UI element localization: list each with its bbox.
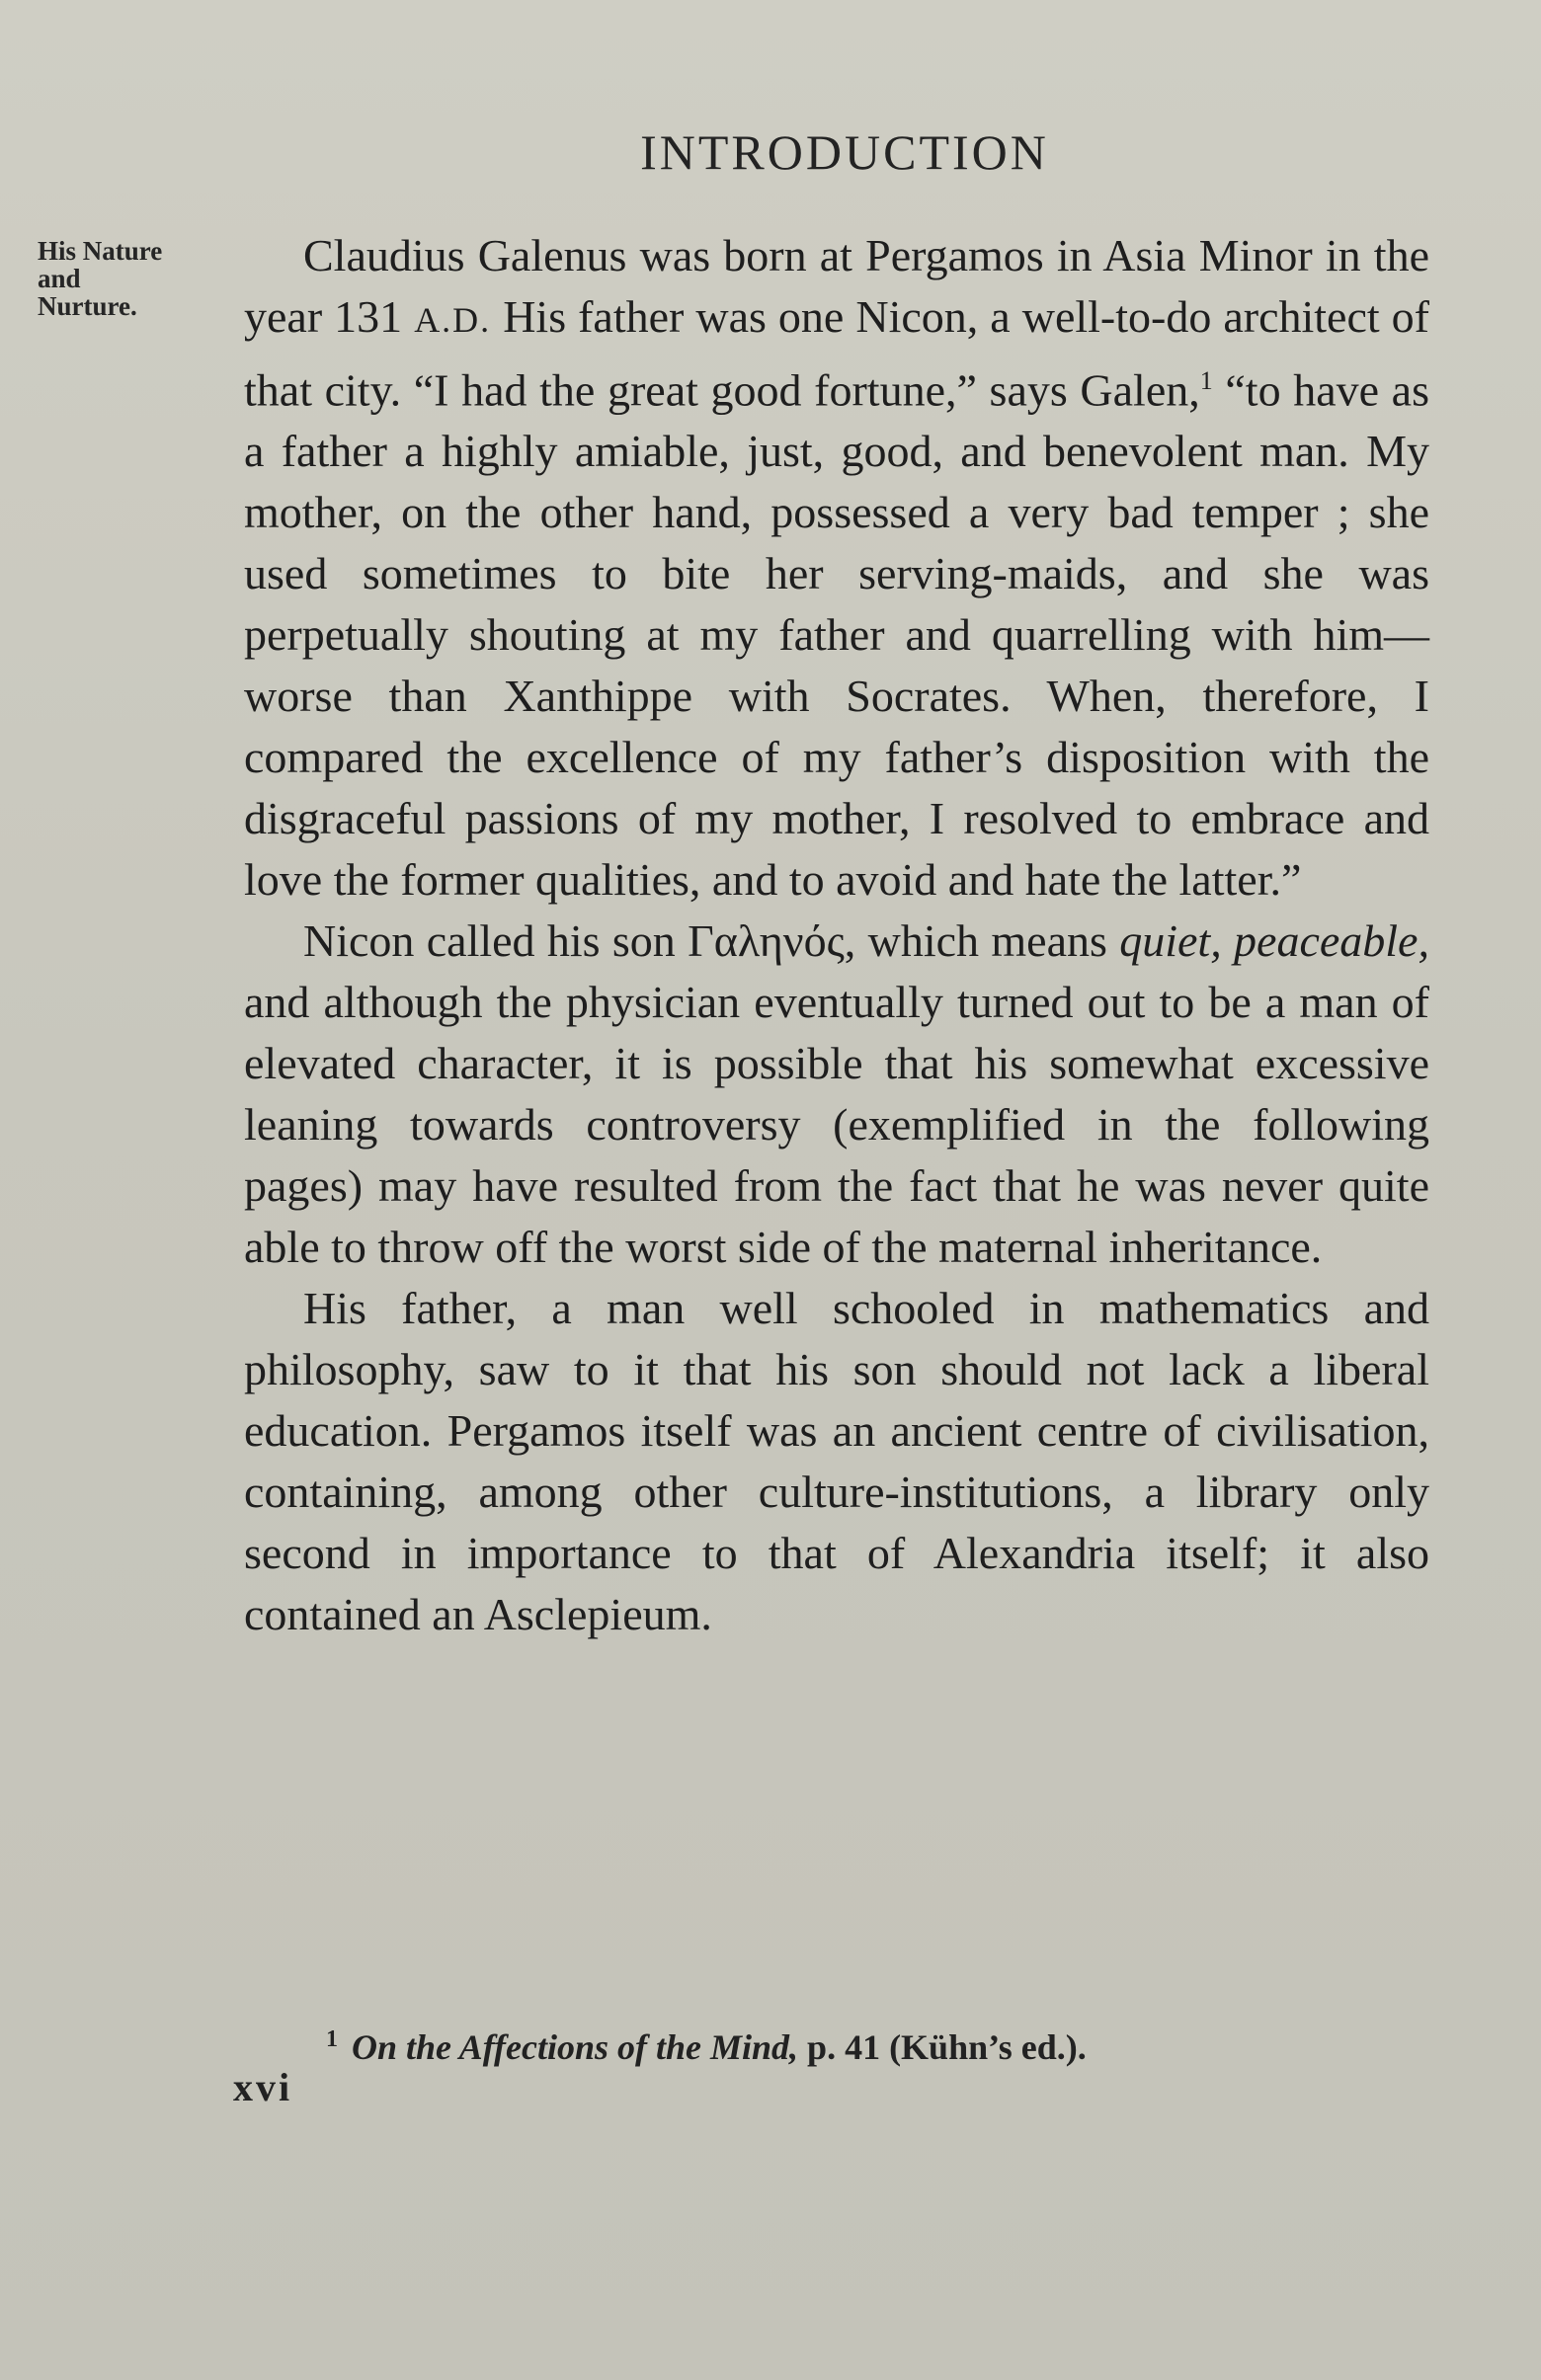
margin-note-line: Nurture. [38,291,137,321]
footnote [326,2015,1413,2072]
body-text [244,225,1429,1645]
paragraph-1 [244,225,1429,911]
page-number: xvi [233,2065,293,2109]
margin-note-line: His Nature [38,236,163,266]
footnote-marker: 1 [326,2026,338,2052]
page-title: INTRODUCTION [640,124,1049,180]
margin-note [38,237,245,320]
era-abbreviation: A.D. [414,300,492,340]
margin-note-line: and [38,264,81,293]
footnote-title: On the Affections of the Mind, [352,2027,799,2067]
paragraph-1-text-c: “to have as a father a highly amiable, just, good, and benevolent man. My mother, on the other hand, possessed a very bad temper ; she used sometimes to bite her serving-maids, and she was perpetually shouting at my father and quarrelling with him—worse than Xanthippe with Socrates. When, therefore, I compared the excellence of my father’s disposition with the disgraceful passions of my mother, I resolved to embrace and love the former qualities, and to avoid and hate the latter.” [244,364,1429,906]
paragraph-2 [244,911,1429,1278]
paragraph-2-italic: quiet, peaceable, [1119,915,1429,967]
footnote-rest: p. 41 (Kühn’s ed.). [798,2027,1087,2067]
paragraph-3: His father, a man well schooled in mathematics and philosophy, saw to it that his son should not lack a liberal education. Pergamos itself was an ancient centre of civilisation, containing, among other culture-institutions, a library only second in importance to that of Alexandria itself; it also contained an Asclepieum. [244,1283,1429,1640]
footnote-reference: 1 [1199,366,1213,395]
paragraph-2-text-a: Nicon called his son Γαληνός, which means [303,915,1120,967]
paragraph-1-text-b: His father was one Nicon, a well-to-do architect of that city. “I had the great good fortune,” says Galen, [244,291,1430,416]
paragraph-2-text-b: and although the physician eventually turned out to be a man of elevated character, it is possible that his somewhat excessive leaning towards controversy (exemplified in the following pages) may have resulted from the fact that he was never quite able to throw off the worst side of the maternal inheritance. [244,977,1429,1273]
paragraph-1-text-a: Claudius Galenus was born at Pergamos in Asia Minor in the year 131 [244,230,1429,342]
